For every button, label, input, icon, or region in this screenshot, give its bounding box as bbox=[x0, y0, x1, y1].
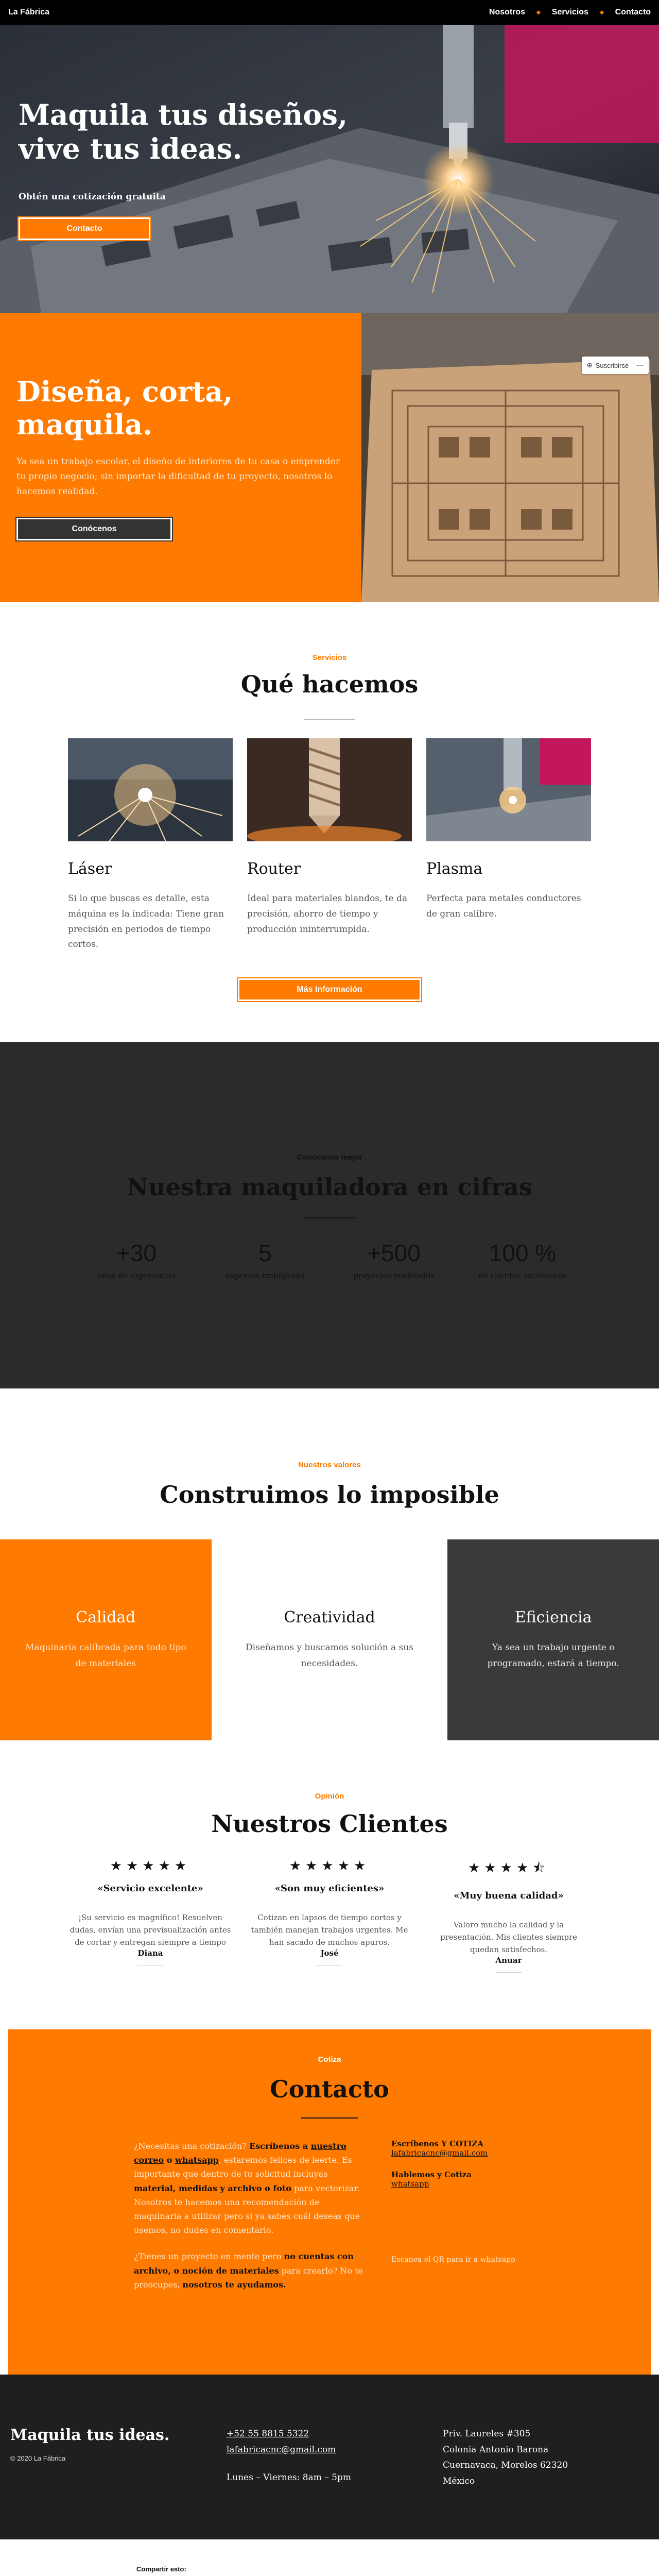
subscribe-label: Suscribirse bbox=[595, 361, 629, 369]
contact-wrapper bbox=[0, 2014, 659, 2375]
service-card-plasma bbox=[426, 738, 591, 953]
values-title: Construimos lo imposible bbox=[160, 1481, 499, 1509]
nav-separator: ◆ bbox=[536, 9, 541, 15]
contact-text: para vectorizar. Nosotros te hacemos una recomendación de maquinaria a utilizar pero si ya sabes cuál deseas que usemos, no dudes en comentarlo. bbox=[134, 2183, 360, 2235]
stats-row bbox=[0, 1239, 659, 1280]
footer-phone-link[interactable]: +52 55 8815 5322 bbox=[227, 2429, 309, 2439]
stat-label: expertos trabajando bbox=[226, 1271, 305, 1280]
values-row bbox=[0, 1539, 659, 1740]
nav-item-nosotros[interactable]: Nosotros bbox=[489, 8, 526, 16]
section-divider bbox=[301, 2117, 358, 2119]
contact-email-link[interactable]: lafabricacnc@gmail.com bbox=[391, 2148, 488, 2158]
contact-text: ¿Necesitas una cotización? bbox=[134, 2141, 250, 2151]
section-divider bbox=[304, 1217, 355, 1218]
star-rating-icon: ★★★★⯪ bbox=[468, 1860, 549, 1876]
subscribe-icon: ⊕ bbox=[586, 361, 593, 369]
stat-item bbox=[340, 1239, 448, 1280]
stat-label: proyectos realizados bbox=[353, 1271, 435, 1280]
review-divider bbox=[496, 1972, 522, 1973]
footer-hours: Lunes – Viernes: 8am – 5pm bbox=[227, 2472, 351, 2483]
footer-address bbox=[443, 2426, 638, 2539]
more-info-button[interactable]: Más Información bbox=[238, 978, 421, 1001]
service-image-router bbox=[247, 738, 412, 841]
address-line: Priv. Laureles #305 bbox=[443, 2429, 531, 2439]
hero-section bbox=[0, 25, 659, 313]
footer-brand bbox=[10, 2426, 227, 2539]
contact-text-bold: Escríbenos a bbox=[249, 2141, 311, 2151]
value-title: Creatividad bbox=[284, 1608, 375, 1626]
service-card-router bbox=[247, 738, 412, 953]
reviews-row bbox=[0, 1858, 659, 1973]
review-title: «Muy buena calidad» bbox=[454, 1890, 564, 1901]
share-label: Compartir esto: bbox=[136, 2565, 186, 2573]
stat-item bbox=[211, 1239, 319, 1280]
hero-title bbox=[19, 98, 348, 166]
address-line: Colonia Antonio Barona bbox=[443, 2444, 549, 2455]
footer-copyright: © 2020 La Fábrica bbox=[10, 2454, 66, 2462]
nav-separator: ◆ bbox=[599, 9, 604, 15]
review-author: Anuar bbox=[495, 1956, 522, 1965]
services-title: Qué hacemos bbox=[240, 670, 419, 698]
contact-title: Contacto bbox=[270, 2075, 389, 2103]
hero-subtitle: Obtén una cotización gratuita bbox=[19, 192, 166, 202]
intro-title: Diseña, corta, maquila. bbox=[16, 375, 233, 441]
more-options-icon[interactable]: ··· bbox=[637, 361, 644, 369]
stat-number: 100 % bbox=[489, 1240, 557, 1266]
section-divider bbox=[304, 719, 355, 720]
site-brand[interactable]: La Fábrica bbox=[8, 8, 50, 16]
subscribe-button[interactable] bbox=[582, 357, 649, 374]
footer-contact bbox=[227, 2426, 443, 2539]
address-line: México bbox=[443, 2476, 475, 2486]
whatsapp-link[interactable]: whatsapp bbox=[175, 2155, 219, 2165]
intro-text: Ya sea un trabajo escolar, el diseño de interiores de tu casa o emprender tu propio negocio; sin importar la dificultad de tu proyecto, nosotros lo hacemos realidad. bbox=[16, 456, 340, 497]
contact-text: , estaremos felices de leerte. Es importante que dentro de tu solicitud incluyas bbox=[134, 2155, 352, 2179]
hero-title-line-2: vive tus ideas. bbox=[19, 132, 242, 165]
stat-number: 5 bbox=[258, 1240, 272, 1266]
review-card bbox=[247, 1858, 412, 1973]
intro-image-panel bbox=[361, 313, 659, 602]
review-title: «Son muy eficientes» bbox=[274, 1883, 385, 1894]
qr-note: Escanea el QR para ir a whatsapp bbox=[391, 2256, 516, 2264]
review-author: Diana bbox=[137, 1948, 163, 1958]
about-us-button[interactable]: Conócenos bbox=[16, 518, 172, 540]
values-section bbox=[0, 1388, 659, 1740]
contact-text: ¿Tienes un proyecto en mente pero bbox=[134, 2251, 284, 2262]
hero-title-line-1: Maquila tus diseños, bbox=[19, 98, 348, 131]
review-text: Cotizan en lapsos de tiempo cortos y también manejan trabajos urgentes. Me han sacado de muchos apuros. bbox=[251, 1913, 408, 1947]
contact-paragraph-1 bbox=[134, 2139, 366, 2237]
site-footer bbox=[0, 2375, 659, 2539]
values-eyebrow: Nuestros valores bbox=[298, 1461, 361, 1469]
clients-title: Nuestros Clientes bbox=[211, 1810, 448, 1838]
contact-section bbox=[8, 2029, 651, 2375]
contact-paragraph-2 bbox=[134, 2249, 366, 2292]
service-title: Router bbox=[247, 860, 301, 878]
services-eyebrow: Servicios bbox=[312, 653, 347, 662]
stat-number: +30 bbox=[116, 1240, 157, 1266]
service-card-laser bbox=[68, 738, 233, 953]
review-title: «Servicio excelente» bbox=[97, 1883, 203, 1894]
contact-text-bold: material, medidas y archivo o foto bbox=[134, 2183, 291, 2193]
service-text: Si lo que buscas es detalle, esta máquina es la indicada: Tiene gran precisión en periodos de tiempo cortos. bbox=[68, 893, 224, 950]
intro-text-panel bbox=[0, 313, 361, 602]
email-heading: Escríbenos Y COTIZA bbox=[391, 2139, 483, 2148]
email-link[interactable]: nuestro correo bbox=[134, 2141, 346, 2165]
contact-channels bbox=[391, 2139, 525, 2292]
clients-section bbox=[0, 1740, 659, 2014]
address-line: Cuernavaca, Morelos 62320 bbox=[443, 2460, 568, 2471]
whatsapp-heading: Hablemos y Cotiza bbox=[391, 2170, 472, 2179]
footer-tagline: Maquila tus ideas. bbox=[10, 2426, 170, 2444]
whatsapp-block bbox=[391, 2170, 525, 2189]
value-text: Maquinaria calibrada para todo tipo de materiales bbox=[25, 1642, 186, 1669]
service-image-laser bbox=[68, 738, 233, 841]
service-image-plasma bbox=[426, 738, 591, 841]
review-author: José bbox=[320, 1948, 339, 1958]
review-card bbox=[426, 1858, 591, 1973]
email-block bbox=[391, 2139, 525, 2158]
main-nav bbox=[489, 8, 651, 17]
services-cards bbox=[0, 738, 659, 953]
stat-item bbox=[82, 1239, 190, 1280]
clients-eyebrow: Opinión bbox=[315, 1792, 344, 1801]
contact-text-bold: no cuentas con archivo, o noción de materiales bbox=[134, 2251, 354, 2276]
contact-whatsapp-link[interactable]: whatsapp bbox=[391, 2179, 429, 2189]
contact-instructions bbox=[134, 2139, 366, 2292]
contact-eyebrow: Cotiza bbox=[318, 2055, 341, 2064]
stat-label: años de experiencia bbox=[97, 1271, 176, 1280]
review-text: Valoro mucho la calidad y la presentación. Mis clientes siempre quedan satisfechos. bbox=[440, 1920, 578, 1954]
review-text: ¡Su servicio es magnífico! Resuelven dudas, envían una previsualización antes de cortar y entregan siempre a tiempo bbox=[70, 1913, 231, 1947]
value-card-creatividad bbox=[224, 1539, 436, 1740]
intro-section bbox=[0, 313, 659, 602]
services-section bbox=[0, 602, 659, 1042]
value-text: Ya sea un trabajo urgente o programado, estará a tiempo. bbox=[487, 1642, 619, 1669]
service-text: Ideal para materiales blandos, te da precisión, ahorro de tiempo y producción ininterrumpida. bbox=[247, 893, 408, 935]
nav-item-contacto[interactable]: Contacto bbox=[615, 8, 651, 16]
service-title: Plasma bbox=[426, 860, 483, 878]
value-text: Diseñamos y buscamos solución a sus necesidades. bbox=[246, 1642, 413, 1669]
footer-email-link[interactable]: lafabricacnc@gmail.com bbox=[227, 2444, 336, 2455]
hero-content bbox=[19, 98, 348, 240]
contact-text: para crearlo? No te preocupes, bbox=[134, 2265, 363, 2290]
nav-item-servicios[interactable]: Servicios bbox=[551, 8, 588, 16]
site-header bbox=[0, 0, 659, 25]
contact-body bbox=[8, 2139, 651, 2292]
value-title: Eficiencia bbox=[514, 1608, 592, 1626]
stats-section bbox=[0, 1042, 659, 1388]
service-text: Perfecta para metales conductores de gran calibre. bbox=[426, 893, 581, 919]
value-card-eficiencia bbox=[447, 1539, 659, 1740]
stats-title: Nuestra maquiladora en cifras bbox=[127, 1173, 532, 1201]
stat-number: +500 bbox=[367, 1240, 421, 1266]
contact-text-bold: o bbox=[164, 2155, 175, 2165]
contact-text-bold: nosotros te ayudamos. bbox=[182, 2279, 286, 2290]
hero-contact-button[interactable]: Contacto bbox=[19, 217, 150, 240]
star-rating-icon: ★★★★★ bbox=[289, 1858, 370, 1874]
stat-item bbox=[469, 1239, 577, 1280]
star-rating-icon: ★★★★★ bbox=[110, 1858, 191, 1874]
value-title: Calidad bbox=[76, 1608, 136, 1626]
value-card-calidad bbox=[0, 1539, 212, 1740]
review-card bbox=[68, 1858, 233, 1973]
share-section bbox=[0, 2539, 659, 2576]
stat-label: de clientes satisfechos bbox=[478, 1271, 567, 1280]
stats-eyebrow: Conócenos mejor bbox=[297, 1153, 362, 1162]
service-title: Láser bbox=[68, 860, 112, 878]
